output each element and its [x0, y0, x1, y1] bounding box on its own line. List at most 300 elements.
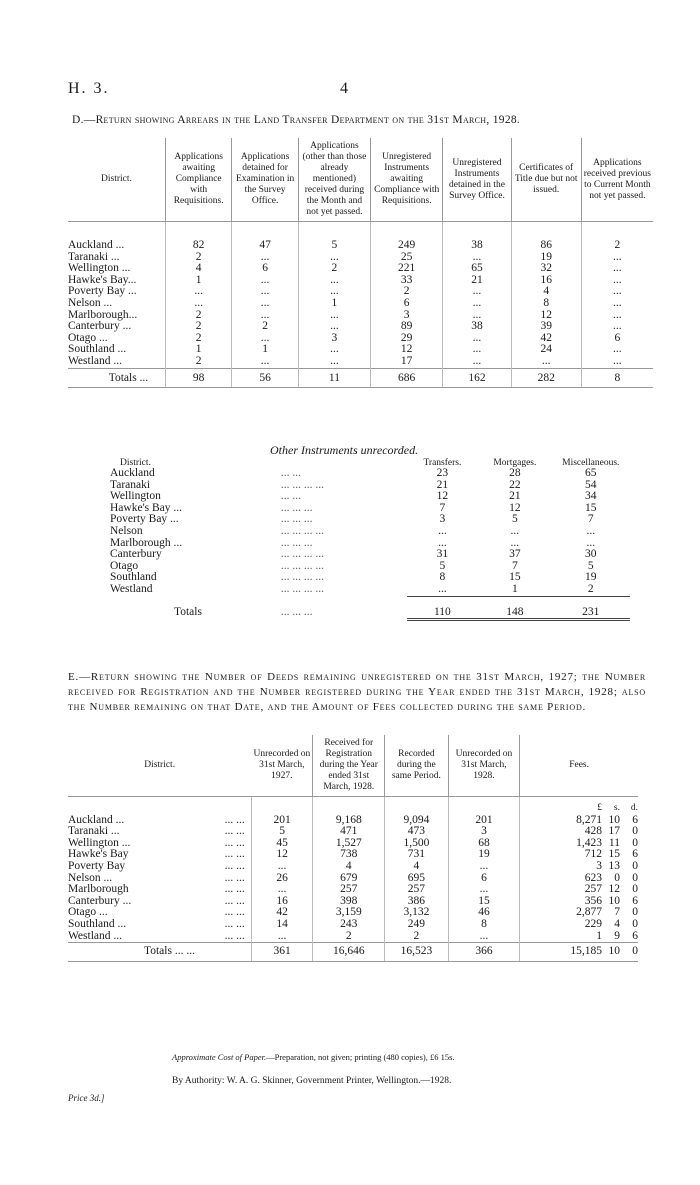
column-header: Certificates of Title due but not issued.: [511, 138, 581, 222]
table-cell: 26: [251, 873, 313, 885]
table-cell: 25: [371, 252, 443, 264]
table-cell: 28: [509, 467, 521, 479]
table-row: [110, 584, 630, 596]
table-cell: ...: [586, 536, 596, 549]
table-header-row: [68, 138, 653, 222]
table-cell: 9,094: [385, 815, 449, 827]
district-name: Marlborough ...: [110, 536, 183, 549]
leader-dots: ... ... ... ...: [280, 559, 324, 572]
column-header: District.: [120, 458, 151, 468]
table-cell: 243: [313, 919, 385, 931]
table-cell: 3,132: [385, 907, 449, 919]
table-row: [68, 252, 653, 264]
table-cell: 19: [585, 571, 597, 584]
table-cell: 24: [511, 344, 581, 356]
table-cell: ...: [232, 286, 298, 298]
table-cell: 7: [587, 513, 594, 526]
table-cell: 5: [251, 826, 313, 838]
totals-cell: 686: [371, 368, 443, 387]
table-cell: 8: [448, 919, 520, 931]
table-cell: 23: [436, 467, 449, 479]
table-row: [68, 298, 653, 310]
totals-cell: 16,646: [313, 943, 385, 962]
district-name: Auckland ...: [68, 222, 165, 252]
other-instruments-table: [110, 458, 630, 621]
table-cell: ...: [298, 344, 370, 356]
column-header: Applications (other than those already mentioned) received during the Month and not yet passed.: [298, 138, 370, 222]
table-cell: 31: [436, 548, 449, 561]
district-name: Taranaki ...: [68, 252, 165, 264]
table-row: [68, 321, 653, 333]
table-cell: 38: [443, 321, 511, 333]
column-header: Applications detained for Examination in the Survey Office.: [232, 138, 298, 222]
column-header: Recorded during the same Period.: [385, 735, 449, 797]
table-cell: 471: [313, 826, 385, 838]
table-cell: ...: [613, 262, 622, 275]
leader-dots: ... ... ... ...: [280, 583, 324, 596]
table-cell: 12: [509, 501, 521, 514]
table-row: [68, 275, 653, 287]
table-cell: 695: [385, 873, 449, 885]
leader-dots: ... ...: [224, 848, 245, 861]
column-header: Unregistered Instruments awaiting Compliance with Requisitions.: [371, 138, 443, 222]
table-cell: 54: [585, 478, 597, 491]
leader-dots: ... ...: [224, 859, 245, 872]
table-cell: ...: [613, 250, 622, 263]
table-cell: ...: [613, 343, 622, 356]
column-header: Miscellaneous.: [562, 458, 620, 468]
leader-dots: ... ...: [224, 813, 245, 826]
section-e-title: E.—Return showing the Number of Deeds remaining unregistered on the 31st March, 1927; the Number received for Registration and the Number registered during the Year ended the 31st March, 1928; also the Number remaining on that Date, and the Amount of Fees collected during the same Period.: [68, 671, 646, 713]
totals-cell: 98: [165, 368, 231, 387]
leader-dots: ... ... ... ...: [280, 524, 324, 537]
table-cell: 5: [511, 513, 518, 526]
table-cell: 4: [165, 263, 231, 275]
table-row: [68, 884, 638, 896]
table-cell: 249: [371, 222, 443, 252]
column-header: Unrecorded on 31st March, 1928.: [448, 735, 520, 797]
table-cell: 19: [511, 252, 581, 264]
table-cell: 1: [165, 344, 231, 356]
totals-cell: 56: [232, 368, 298, 387]
fee-cell: 428 17 0: [584, 825, 638, 838]
table-cell: 89: [371, 321, 443, 333]
table-header-row: [68, 735, 638, 797]
table-cell: ...: [298, 321, 370, 333]
table-cell: ...: [438, 536, 447, 549]
page-series: H. 3.: [68, 80, 110, 97]
leader-dots: ... ... ... ...: [280, 478, 324, 491]
table-header-row: [110, 458, 630, 468]
table-cell: 249: [385, 919, 449, 931]
table-row: [110, 526, 630, 538]
leader-dots: ... ...: [224, 929, 245, 942]
district-name: Westland ... ... ...: [68, 931, 251, 943]
table-cell: 2: [587, 582, 594, 595]
leader-dots: ... ...: [224, 836, 245, 849]
table-row: [68, 310, 653, 322]
table-cell: 21: [443, 275, 511, 287]
deeds-table: [68, 735, 638, 962]
table-cell: 4: [511, 286, 581, 298]
district-name: Nelson: [110, 524, 143, 537]
table-row: [68, 861, 638, 873]
table-row: [110, 549, 630, 561]
column-header: District.: [68, 735, 251, 797]
table-cell: 3: [448, 826, 520, 838]
other-instruments-heading: Other Instruments unrecorded.: [270, 443, 419, 457]
table-cell: ...: [298, 252, 370, 264]
table-cell: ...: [232, 356, 298, 368]
leader-dots: ... ...: [224, 871, 245, 884]
page-number: 4: [340, 80, 348, 97]
table-cell: 6: [371, 298, 443, 310]
table-cell: 16: [511, 275, 581, 287]
table-cell: 201: [251, 815, 313, 827]
table-cell: 2: [165, 333, 231, 345]
column-header: Received for Registration during the Year ended 31st March, 1928.: [313, 735, 385, 797]
district-name: Otago: [110, 559, 139, 572]
district-name: Poverty Bay ... ...: [68, 861, 251, 873]
table-row: [110, 514, 630, 526]
table-row: [68, 286, 653, 298]
table-cell: 37: [509, 548, 521, 561]
table-cell: 46: [448, 907, 520, 919]
district-name: Auckland: [110, 467, 155, 479]
cost-footnote: Approximate Cost of Paper.—Preparation, not given; printing (480 copies), £6 15s.: [172, 1052, 455, 1062]
table-row: [68, 344, 653, 356]
table-cell: ...: [443, 298, 511, 310]
district-name: Otago ... ... ...: [68, 907, 251, 919]
table-cell: 6: [232, 263, 298, 275]
table-cell: ...: [443, 344, 511, 356]
table-cell: 68: [448, 838, 520, 850]
table-cell: ...: [613, 296, 622, 309]
table-cell: 221: [371, 263, 443, 275]
totals-cell: 11: [298, 368, 370, 387]
table-cell: 5: [587, 559, 594, 572]
unit-pence: d.: [630, 803, 638, 813]
table-cell: ...: [438, 524, 447, 537]
table-cell: 6: [614, 331, 621, 344]
district-name: Nelson ...: [68, 298, 165, 310]
table-row: [68, 333, 653, 345]
fee-cell: 8,271 10 6: [576, 813, 638, 826]
table-cell: 2: [232, 321, 298, 333]
table-cell: 679: [313, 873, 385, 885]
table-cell: 257: [313, 884, 385, 896]
totals-row: [110, 596, 630, 620]
table-cell: 8: [511, 298, 581, 310]
table-cell: 22: [509, 478, 521, 491]
table-cell: 386: [385, 896, 449, 908]
table-cell: ...: [165, 286, 231, 298]
district-name: Taranaki ... ... ...: [68, 826, 251, 838]
table-cell: ...: [298, 310, 370, 322]
district-name: Hawke's Bay ...: [110, 501, 183, 514]
table-cell: 15: [448, 896, 520, 908]
table-cell: 5: [298, 222, 370, 252]
district-name: Otago ...: [68, 333, 165, 345]
leader-dots: ... ... ...: [280, 536, 313, 549]
table-cell: 45: [251, 838, 313, 850]
fee-cell: 257 12 0: [584, 883, 638, 896]
table-cell: ...: [613, 320, 622, 333]
table-cell: ...: [165, 298, 231, 310]
table-cell: ...: [613, 273, 622, 286]
table-row: [68, 356, 653, 368]
table-cell: 7: [439, 501, 446, 514]
district-name: Marlborough...: [68, 310, 165, 322]
table-cell: 2: [165, 356, 231, 368]
district-name: Canterbury: [110, 548, 162, 561]
table-cell: ...: [232, 298, 298, 310]
column-header: Unrecorded on 31st March, 1927.: [251, 735, 313, 797]
table-cell: ...: [510, 536, 520, 549]
table-cell: 1: [298, 298, 370, 310]
table-cell: ...: [613, 308, 622, 321]
totals-cell: 110: [407, 596, 479, 620]
totals-cell: 282: [511, 368, 581, 387]
table-cell: ...: [510, 524, 520, 537]
table-cell: 8: [439, 571, 446, 584]
district-name: Southland ... ... ...: [68, 919, 251, 931]
district-name: Southland: [110, 571, 157, 584]
table-cell: 82: [165, 222, 231, 252]
table-cell: ...: [443, 310, 511, 322]
totals-cell: 8: [581, 368, 653, 387]
leader-dots: ... ... ...: [280, 606, 313, 619]
table-row: [68, 222, 653, 252]
column-header: Applications received previous to Current Month not yet passed.: [581, 138, 653, 222]
column-header: Applications awaiting Compliance with Requisitions.: [165, 138, 231, 222]
table-cell: 201: [448, 815, 520, 827]
table-row: [110, 561, 630, 573]
table-cell: 1: [165, 275, 231, 287]
fee-cell: 229 4 0: [584, 917, 638, 930]
table-cell: 12: [371, 344, 443, 356]
table-cell: 473: [385, 826, 449, 838]
fee-cell: 356 10 6: [584, 894, 638, 907]
table-cell: 3: [371, 310, 443, 322]
table-cell: ...: [251, 931, 313, 943]
district-name: Wellington: [110, 490, 161, 503]
leader-dots: ... ...: [224, 917, 245, 930]
leader-dots: ... ...: [224, 825, 245, 838]
table-cell: 2: [165, 252, 231, 264]
table-cell: ...: [232, 333, 298, 345]
table-cell: ...: [438, 582, 447, 595]
district-name: Taranaki: [110, 478, 151, 491]
table-cell: 33: [371, 275, 443, 287]
district-name: Hawke's Bay...: [68, 275, 165, 287]
table-cell: 2: [165, 321, 231, 333]
totals-label: Totals ... ...: [68, 943, 251, 962]
table-cell: 17: [371, 356, 443, 368]
leader-dots: ... ... ...: [280, 501, 313, 514]
district-name: Wellington ...: [68, 263, 165, 275]
district-name: Canterbury ...: [68, 321, 165, 333]
leader-dots: ... ...: [224, 894, 245, 907]
table-cell: 1,527: [313, 838, 385, 850]
table-cell: 29: [371, 333, 443, 345]
table-cell: 257: [385, 884, 449, 896]
table-cell: 42: [251, 907, 313, 919]
table-cell: 4: [313, 861, 385, 873]
table-cell: ...: [443, 286, 511, 298]
table-cell: 2: [313, 931, 385, 943]
table-cell: 1: [232, 344, 298, 356]
table-cell: 1: [511, 582, 518, 595]
table-cell: ...: [448, 884, 520, 896]
table-cell: 42: [511, 333, 581, 345]
fee-cell: 3 13 0: [596, 859, 638, 872]
table-cell: 1,500: [385, 838, 449, 850]
district-name: Poverty Bay ...: [68, 286, 165, 298]
table-row: [110, 491, 630, 503]
unit-shillings: s.: [613, 803, 620, 813]
table-cell: 21: [436, 478, 449, 491]
table-cell: 16: [251, 896, 313, 908]
totals-cell: 148: [478, 596, 551, 620]
table-cell: 5: [439, 559, 446, 572]
table-row: [110, 538, 630, 550]
totals-cell: 16,523: [385, 943, 449, 962]
district-name: Auckland ... ... ...: [68, 815, 251, 827]
leader-dots: ... ... ... ...: [280, 571, 324, 584]
table-cell: 65: [585, 467, 597, 479]
totals-cell: 366: [448, 943, 520, 962]
totals-label: Totals: [174, 606, 202, 619]
table-cell: 3,159: [313, 907, 385, 919]
table-cell: ...: [251, 884, 313, 896]
section-d-title: D.—Return showing Arrears in the Land Transfer Department on the 31st March, 1928.: [72, 114, 521, 126]
district-name: Southland ...: [68, 344, 165, 356]
totals-cell: 231: [552, 596, 630, 620]
table-cell: 731: [385, 849, 449, 861]
table-cell: 39: [511, 321, 581, 333]
column-header: Fees.: [520, 735, 638, 797]
table-cell: ...: [586, 524, 596, 537]
table-row: [68, 849, 638, 861]
table-cell: ...: [613, 354, 622, 367]
totals-row: [68, 943, 638, 962]
table-row: [68, 931, 638, 943]
table-row: [68, 263, 653, 275]
table-cell: 738: [313, 849, 385, 861]
table-cell: ...: [443, 333, 511, 345]
district-name: Canterbury ... ... ...: [68, 896, 251, 908]
column-header: Unregistered Instruments detained in the Survey Office.: [443, 138, 511, 222]
table-cell: 4: [385, 861, 449, 873]
table-cell: 7: [511, 559, 518, 572]
table-cell: 15: [585, 501, 597, 514]
table-cell: ...: [232, 310, 298, 322]
table-cell: 47: [232, 222, 298, 252]
table-cell: 38: [443, 222, 511, 252]
table-cell: 14: [251, 919, 313, 931]
printer-authority: By Authority: W. A. G. Skinner, Government Printer, Wellington.—1928.: [172, 1076, 452, 1086]
district-name: Hawke's Bay ... ...: [68, 849, 251, 861]
leader-dots: ... ...: [224, 906, 245, 919]
table-cell: 12: [436, 490, 449, 503]
table-row: [110, 468, 630, 480]
table-cell: ...: [298, 286, 370, 298]
totals-cell: 162: [443, 368, 511, 387]
leader-dots: ... ... ...: [280, 513, 313, 526]
table-row: [110, 480, 630, 492]
table-cell: 2: [614, 239, 621, 251]
leader-dots: ... ... ... ...: [280, 548, 324, 561]
table-cell: 65: [443, 263, 511, 275]
table-cell: ...: [443, 356, 511, 368]
price: Price 3d.]: [68, 1093, 105, 1103]
leader-dots: ... ...: [280, 490, 301, 503]
district-name: Poverty Bay ...: [110, 513, 179, 526]
table-row: [110, 503, 630, 515]
table-cell: 21: [509, 490, 521, 503]
column-header: District.: [68, 138, 165, 222]
district-name: Marlborough ... ...: [68, 884, 251, 896]
leader-dots: ...: [186, 945, 195, 958]
table-cell: 32: [511, 263, 581, 275]
table-cell: 12: [511, 310, 581, 322]
table-cell: 6: [448, 873, 520, 885]
table-cell: ...: [232, 275, 298, 287]
table-cell: ...: [511, 356, 581, 368]
units-row: [68, 797, 638, 815]
table-cell: ...: [443, 252, 511, 264]
arrears-table: [68, 138, 653, 388]
unit-pounds: £: [597, 803, 602, 813]
leader-dots: ... ...: [280, 467, 301, 479]
totals-label: Totals ...: [68, 368, 165, 387]
totals-row: [68, 368, 653, 387]
table-cell: 15: [509, 571, 521, 584]
district-name: Westland: [110, 583, 153, 596]
district-name: Nelson ... ... ...: [68, 873, 251, 885]
district-name: Westland ...: [68, 356, 165, 368]
district-name: Wellington ... ... ...: [68, 838, 251, 850]
table-cell: 398: [313, 896, 385, 908]
fee-cell: 712 15 6: [584, 848, 638, 861]
column-header: Transfers.: [423, 458, 462, 468]
table-cell: 3: [298, 333, 370, 345]
table-cell: 9,168: [313, 815, 385, 827]
fee-cell: 2,877 7 0: [576, 906, 638, 919]
table-cell: 2: [371, 286, 443, 298]
table-cell: ...: [298, 275, 370, 287]
table-cell: 2: [385, 931, 449, 943]
fee-cell: 1 9 6: [596, 929, 638, 942]
table-cell: 34: [585, 490, 597, 503]
fee-cell: 1,423 11 0: [576, 836, 638, 849]
table-cell: 86: [511, 222, 581, 252]
table-row: [68, 919, 638, 931]
table-row: [110, 572, 630, 584]
table-cell: ...: [448, 861, 520, 873]
totals-fee: 15,185 10 0: [520, 943, 638, 962]
table-cell: 2: [298, 263, 370, 275]
table-cell: ...: [448, 931, 520, 943]
fee-cell: 623 0 0: [584, 871, 638, 884]
table-cell: ...: [613, 285, 622, 298]
leader-dots: ... ...: [224, 883, 245, 896]
totals-cell: 361: [251, 943, 313, 962]
table-cell: ...: [251, 861, 313, 873]
table-cell: 2: [165, 310, 231, 322]
table-cell: 12: [251, 849, 313, 861]
